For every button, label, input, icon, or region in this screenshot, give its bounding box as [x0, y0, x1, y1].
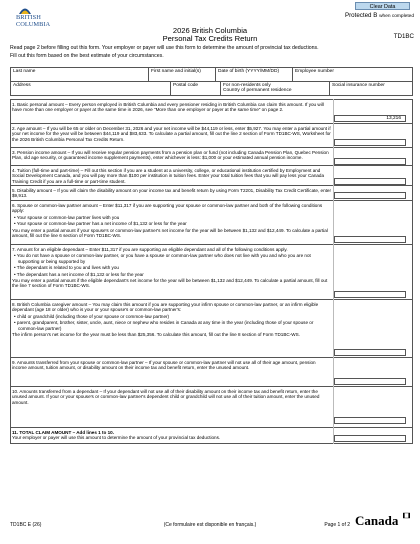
section-1 [10, 99, 413, 123]
section-6-bullet-1: • Your spouse or common-law partner lives with you [14, 214, 120, 220]
section-5-text: 5. Disability amount – If you will claim the disability amount on your income tax and benefit return by using Form T2201, Disability Tax Credit Certificate, enter $9,913. [12, 188, 331, 199]
employee-number-field[interactable] [292, 67, 413, 81]
section-6-amount-field[interactable] [334, 236, 406, 243]
section-8-text: 8. British Columbia caregiver amount – You may claim this amount if you are supporting your infirm spouse or common-law partner, or an infirm eligible dependant (age 18 or older) who is your or your spouse's or common-law partner's: [12, 302, 319, 313]
section-7 [10, 244, 413, 299]
non-residents-label: For non-residents only [223, 83, 271, 88]
section-6-bullet-2: • Your spouse or common-law partner has a net income of $1,132 or less for the year [14, 221, 187, 227]
section-6-text: 6. Spouse or common-law partner amount – Enter $11,317 if you are supporting your spouse or common-law partner and both of the following conditions apply: [12, 203, 323, 214]
section-7-tail: You may enter a partial amount if the eligible dependant's net income for the year will be between $1,132 and $12,449. To calculate a partial amount, fill out the line 7 section of Form TD1BC-WS. [12, 278, 328, 289]
employee-number-label: Employee number [295, 69, 334, 74]
footer-page-number: Page 1 of 2 [324, 522, 350, 528]
sin-field[interactable] [329, 81, 413, 96]
section-5-amount-field[interactable] [334, 192, 406, 199]
total-claim-amount-field[interactable] [334, 435, 406, 442]
section-2 [10, 123, 413, 147]
protected-suffix: when completed [379, 14, 414, 19]
section-6-tail: You may enter a partial amount if your spouse's or common-law partner's net income for the year will be between $1,132 and $12,449. To calculate a partial amount, fill out the line 6 section of Form TD1BC-WS. [12, 227, 328, 239]
dob-label: Date of birth (YYYY/MM/DD) [218, 69, 280, 74]
section-2-amount-field[interactable] [334, 139, 406, 146]
protected-label [329, 12, 414, 19]
section-11-text: 11. TOTAL CLAIM AMOUNT – Add lines 1 to 10. [12, 430, 115, 435]
postal-code-field[interactable] [170, 81, 220, 96]
section-10-amount-field[interactable] [334, 417, 406, 424]
page-title-line2: Personal Tax Credits Return [162, 34, 258, 43]
postal-code-label: Postal code [173, 83, 199, 88]
flag-icon [403, 512, 410, 519]
section-4 [10, 165, 413, 185]
section-8-bullet-2: • parent, grandparent, brother, sister, uncle, aunt, niece or nephew who resides in Canada at any time in the year (including those of your spouse or common-law partner) [14, 320, 314, 331]
section-10-text: 10. Amounts transferred from a dependant – If your dependant will not use all of their disability amount on their income tax and benefit return, enter the unused amount. If your or your spouse's or common-law partner's dependent child or grandchild will not use all of their tuition amount, enter the unused amount. [12, 389, 320, 405]
clear-data-button[interactable]: Clear Data [355, 2, 410, 10]
section-9-text: 9. Amounts transferred from your spouse or common-law partner – If your spouse or common-law partner will not use all of their age amount, pension income amount, tuition amount, or disability amount on their income tax and benefit return, enter the unused amount. [12, 360, 316, 371]
section-11 [10, 427, 413, 444]
country-label: Country of permanent residence [223, 88, 292, 94]
section-7-text: 7. Amount for an eligible dependant – Enter $11,317 if you are supporting an eligible dependant and all of the following conditions apply. [12, 247, 288, 252]
dob-field[interactable] [215, 67, 292, 81]
protected-text: Protected B [344, 12, 378, 19]
footer-french-note: (Ce formulaire est disponible en français.) [163, 522, 257, 528]
address-label: Address [13, 83, 31, 88]
form-code: TD1BC [393, 33, 414, 40]
section-3-text: 3. Pension income amount – If you will receive regular pension payments from a pension plan or fund (not including Canada Pension Plan, Quebec Pension Plan, old age security, or guaranteed income supplement payments), enter whichever is less: $1,000 or your estimated annual pension income. [12, 150, 329, 161]
section-1-text: 1. Basic personal amount – Every person employed in British Columbia and every pensioner residing in British Columbia can claim this amount. If you will have more than one employer or payer at the same time in 2026, see "More than one employer or payer at the same time" on page 2. [12, 102, 324, 113]
section-7-bullet-2: • The dependant is related to you and lives with you [14, 265, 119, 271]
section-3-amount-field[interactable] [334, 158, 406, 165]
section-7-amount-field[interactable] [334, 291, 406, 298]
section-3 [10, 147, 413, 165]
section-8 [10, 299, 413, 357]
intro-line-2: Fill out this form based on the best estimate of your circumstances. [10, 53, 164, 59]
section-4-amount-field[interactable] [334, 178, 406, 185]
canada-wordmark [355, 512, 415, 530]
section-10 [10, 386, 413, 427]
page-title-line1: 2026 British Columbia [172, 26, 248, 35]
section-8-amount-field[interactable] [334, 349, 406, 356]
canada-wordmark-text: Canada [355, 513, 399, 528]
section-7-bullet-3: • The dependant has a net income of $1,132 or less for the year [14, 271, 144, 277]
section-8-tail: The infirm person's net income for the year must be less than $25,356. To calculate this amount, fill out the line 8 section of Form TD1BC-WS. [12, 332, 300, 338]
section-8-bullet-1: • child or grandchild (including those of your spouse or common-law partner) [14, 313, 170, 319]
logo-text: BRITISH COLUMBIA [16, 14, 51, 28]
last-name-field[interactable] [10, 67, 148, 81]
footer-form-code: TD1BC E (26) [10, 522, 42, 528]
section-1-amount-field[interactable]: 13,216 [334, 115, 406, 122]
intro-line-1: Read page 2 before filling out this form. Your employer or payer will use this form to determine the amount of provincial tax deductions. [10, 45, 319, 51]
section-5 [10, 185, 413, 200]
section-6 [10, 200, 413, 244]
section-11-subtext: Your employer or payer will use this amount to determine the amount of your provincial tax deductions. [12, 435, 221, 441]
first-name-field[interactable] [148, 67, 215, 81]
sin-label: Social insurance number [332, 83, 385, 88]
first-name-label: First name and initial(s) [151, 69, 201, 74]
section-9 [10, 357, 413, 386]
country-field[interactable] [220, 81, 329, 96]
section-7-bullet-1: • You do not have a spouse or common-law partner, or you have a spouse or common-law partner who does not live with you and who you are not supporting or being supported by [14, 253, 311, 264]
section-9-amount-field[interactable] [334, 378, 406, 385]
section-4-text: 4. Tuition (full-time and part-time) – Fill out this section if you are a student at a university, college, or educational institution certified by Employment and Social Development Canada, and you will pay more than $100 per institution in tuition fees. Enter your total tuition fees that you will pay less your Canada Training Credit if you are a full-time or part-time student. [12, 168, 325, 184]
bc-logo [8, 5, 78, 31]
section-2-text: 2. Age amount – If you will be 65 or older on December 31, 2026 and your net income will be $44,119 or less, enter $5,927. You may enter a partial amount if your net income for the year will be between $44,119 and $83,633. To calculate a partial amount, fill out the line 2 section of Form TD1BC-WS, Worksheet for the 2026 British Columbia Personal Tax Credits Return. [12, 126, 331, 142]
last-name-label: Last name [13, 69, 36, 74]
address-field[interactable] [10, 81, 170, 96]
amount-column-divider [333, 99, 334, 444]
